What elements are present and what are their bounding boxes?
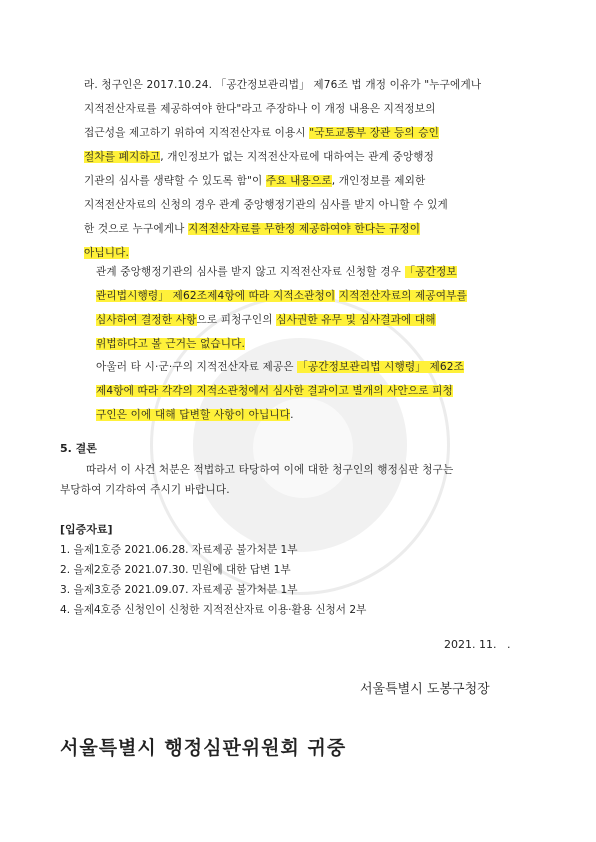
highlighted-text: 「공간정보관리법 시행령」 제62조 [297, 361, 465, 373]
evidence-item: 1. 을제1호증 2021.06.28. 자료제공 불가처분 1부 [60, 544, 298, 556]
highlighted-text: "국토교통부 장관 등의 승인 [309, 127, 440, 139]
text-line [96, 260, 546, 284]
text-segment: 지적전산자료의 신청의 경우 관계 중앙행정기관의 심사를 받지 아니할 수 있게 [84, 199, 448, 211]
text-segment: 라. 청구인은 2017.10.24. 「공간정보관리법」 제76조 법 개정 이유가 "누구에게나 [84, 79, 482, 91]
highlighted-text: 지적전산자료를 무한정 제공하여야 한다는 규정이 [188, 223, 421, 235]
text-segment: 관계 중앙행정기관의 심사를 받지 않고 지적전산자료 신청할 경우 [96, 266, 405, 278]
text-line [84, 121, 544, 145]
evidence-item: 4. 을제4호증 신청인이 신청한 지적전산자료 이용·활용 신청서 2부 [60, 604, 367, 616]
evidence-item: 3. 을제3호증 2021.09.07. 자료제공 불가처분 1부 [60, 584, 298, 596]
highlighted-text: 제4항에 따라 각각의 지적소관청에서 심사한 결과이고 별개의 사안으로 피청 [96, 385, 453, 397]
text-line [96, 308, 546, 332]
text-segment: 한 것으로 누구에게나 [84, 223, 189, 235]
paragraph-review [96, 260, 546, 356]
highlighted-text: 구인은 이에 대해 답변할 사항이 아닙니다 [96, 409, 291, 421]
document-date: 2021. 11. . [444, 638, 511, 651]
highlighted-text: 위법하다고 볼 근거는 없습니다. [96, 338, 246, 350]
text-line [84, 145, 544, 169]
text-line [96, 284, 546, 308]
highlighted-text: 심사하여 결정한 사항 [96, 314, 197, 326]
text-line [96, 403, 546, 427]
text-segment: 접근성을 제고하기 위하여 지적전산자료 이용시 [84, 127, 310, 139]
evidence-heading: [입증자료] [60, 523, 113, 536]
text-line [84, 97, 544, 121]
text-line [84, 193, 544, 217]
text-segment: 기관의 심사를 생략할 수 있도록 함"이 [84, 175, 266, 187]
paragraph-ra [84, 73, 544, 265]
text-segment: , 개인정보가 없는 지적전산자료에 대하여는 관계 중앙행정 [160, 151, 435, 163]
highlighted-text: 심사권한 유무 및 심사결과에 대해 [276, 314, 436, 326]
text-segment: 지적전산자료를 제공하여야 한다"라고 주장하나 이 개정 내용은 지적정보의 [84, 103, 436, 115]
conclusion-line-2: 부당하여 기각하여 주시기 바랍니다. [60, 484, 230, 496]
text-line [84, 169, 544, 193]
text-segment: . [290, 409, 294, 421]
conclusion-line-1: 따라서 이 사건 처분은 적법하고 타당하여 이에 대한 청구인의 행정심판 청구는 [86, 464, 454, 476]
text-line [96, 379, 546, 403]
highlighted-text: 지적전산자료의 제공여부를 [338, 290, 467, 302]
evidence-item: 2. 을제2호증 2021.07.30. 민원에 대한 답변 1부 [60, 564, 291, 576]
recipient: 서울특별시 행정심판위원회 귀중 [60, 737, 347, 759]
highlighted-text: 절차를 폐지하고 [84, 151, 161, 163]
text-line [96, 355, 546, 379]
highlighted-text: 아닙니다. [84, 247, 130, 259]
highlighted-text: 「공간정보 [404, 266, 457, 278]
highlighted-text: 주요 내용으로 [265, 175, 332, 187]
text-segment: 으로 피청구인의 [196, 314, 277, 326]
text-segment: 아울러 타 시·군·구의 지적전산자료 제공은 [96, 361, 298, 373]
text-line [84, 217, 544, 241]
highlighted-text: 관리법시행령」 제62조제4항에 따라 지적소관청이 [96, 290, 336, 302]
conclusion-heading: 5. 결론 [60, 442, 97, 455]
text-line [84, 73, 544, 97]
signer: 서울특별시 도봉구청장 [360, 682, 490, 697]
text-line [96, 332, 546, 356]
text-segment: , 개인정보를 제외한 [331, 175, 426, 187]
paragraph-other-districts [96, 355, 546, 427]
